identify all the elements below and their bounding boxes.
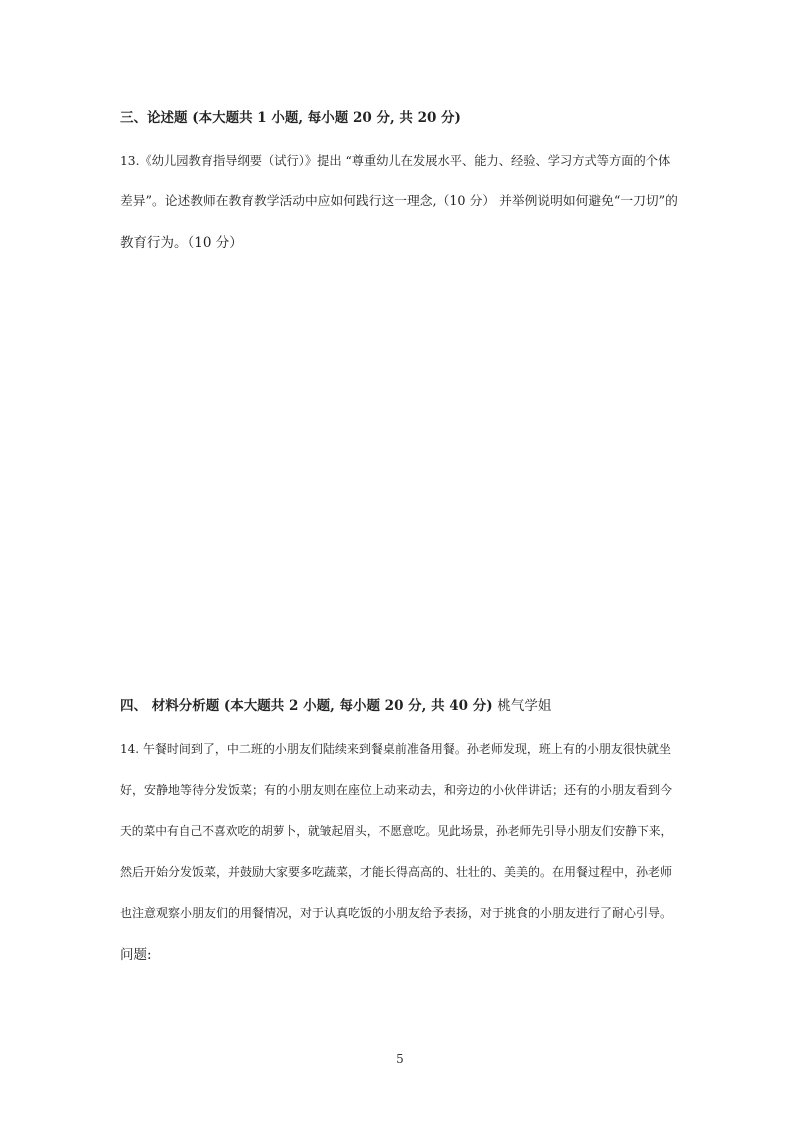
question-14-line-4: 然后开始分发饭菜，并鼓励大家要多吃蔬菜，才能长得高高的、壮壮的、美美的。在用餐过程中，孙老师 xyxy=(120,865,673,879)
question-14-line-3: 天的菜中有自己不喜欢吃的胡萝卜，就皱起眉头，不愿意吃。见此场景，孙老师先引导小朋友们安静下来， xyxy=(120,824,673,838)
section-4-heading-tag: 桃气学姐 xyxy=(497,698,552,714)
question-13-line-2: 差异”。论述教师在教育教学活动中应如何践行这一理念,（10 分） 并举例说明如何避免“一刀切”的 xyxy=(120,194,678,209)
section-3-heading: 三、论述题 (本大题共 1 小题, 每小题 20 分, 共 20 分) xyxy=(120,110,461,126)
page-number: 5 xyxy=(396,1052,404,1066)
question-label: 问题: xyxy=(120,947,152,963)
question-14-line-1: 14. 午餐时间到了，中二班的小朋友们陆续来到餐桌前准备用餐。孙老师发现，班上有的小朋友很快就坐 xyxy=(120,742,671,756)
section-4-heading xyxy=(120,697,551,715)
question-14-line-2: 好，安静地等待分发饭菜；有的小朋友则在座位上动来动去，和旁边的小伙伴讲话；还有的小朋友看到今 xyxy=(120,783,673,797)
question-14-line-5: 也注意观察小朋友们的用餐情况，对于认真吃饭的小朋友给予表扬，对于挑食的小朋友进行了耐心引导。 xyxy=(120,906,673,920)
question-13-line-1: 13.《幼儿园教育指导纲要（试行）》提出 “尊重幼儿在发展水平、能力、经验、学习方式等方面的个体 xyxy=(120,154,671,168)
section-4-heading-text: 四、 材料分析题 (本大题共 2 小题, 每小题 20 分, 共 40 分) xyxy=(120,698,493,714)
question-13-line-3: 教育行为。（10 分） xyxy=(120,235,243,251)
